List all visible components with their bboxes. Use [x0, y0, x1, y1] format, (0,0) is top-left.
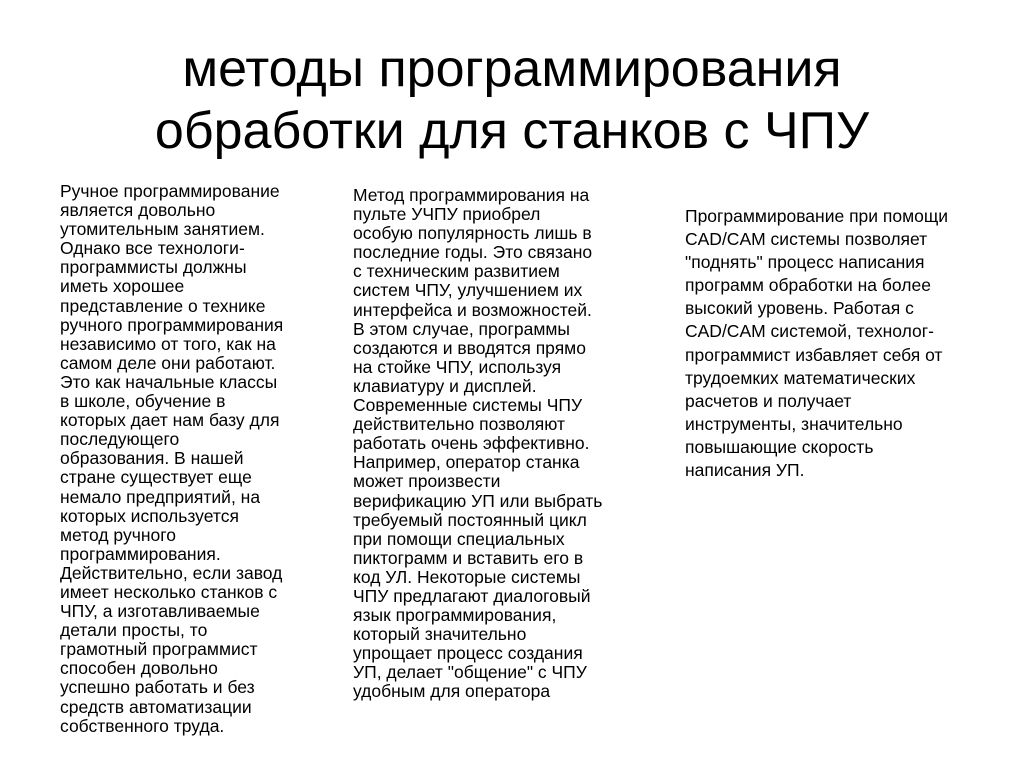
slide-title: методы программирования обработки для станков с ЧПУ [154, 40, 870, 160]
cnc-console-programming-text: Метод программирования на пульте УЧПУ приобрел особую популярность лишь в последние годы. Это связано с техническим развитием систем ЧПУ, улучшением их интерфейса и возможностей. В этом случае, программы создаются и вводятся прямо на стойке ЧПУ, используя клавиатуру и дисплей. Современные системы ЧПУ действительно позволяют работать очень эффективно. Например, оператор станка может произвести верификацию УП или выбрать требуемый постоянный цикл при помощи специальных пиктограмм и вставить его в код УЛ. Некоторые системы ЧПУ предлагают диалоговый язык программирования, который значительно упрощает процесс создания УП, делает "общение" с ЧПУ удобным для оператора [353, 185, 603, 702]
manual-programming-text: Ручное программирование является довольно утомительным занятием. Однако все технологи- программисты должны иметь хорошее представление о технике ручного программирования независимо от того, как на самом деле они работают. Это как начальные классы в школе, обучение в которых дает нам базу для последующего образования. В нашей стране существует еще немало предприятий, на которых используется метод ручного программирования. Действительно, если завод имеет несколько станков с ЧПУ, а изготавливаемые детали просты, то грамотный программист способен довольно успешно работать и без средств автоматизации собственного труда. [60, 181, 284, 736]
cad-cam-programming-text: Программирование при помощи CAD/CAM системы позволяет "поднять" процесс написания программ обработки на более высокий уровень. Работая с CAD/CAM системой, технолог- программист избавляет себя от трудоемких математических расчетов и получает инструменты, значительно повышающие скорость написания УП. [685, 206, 949, 481]
